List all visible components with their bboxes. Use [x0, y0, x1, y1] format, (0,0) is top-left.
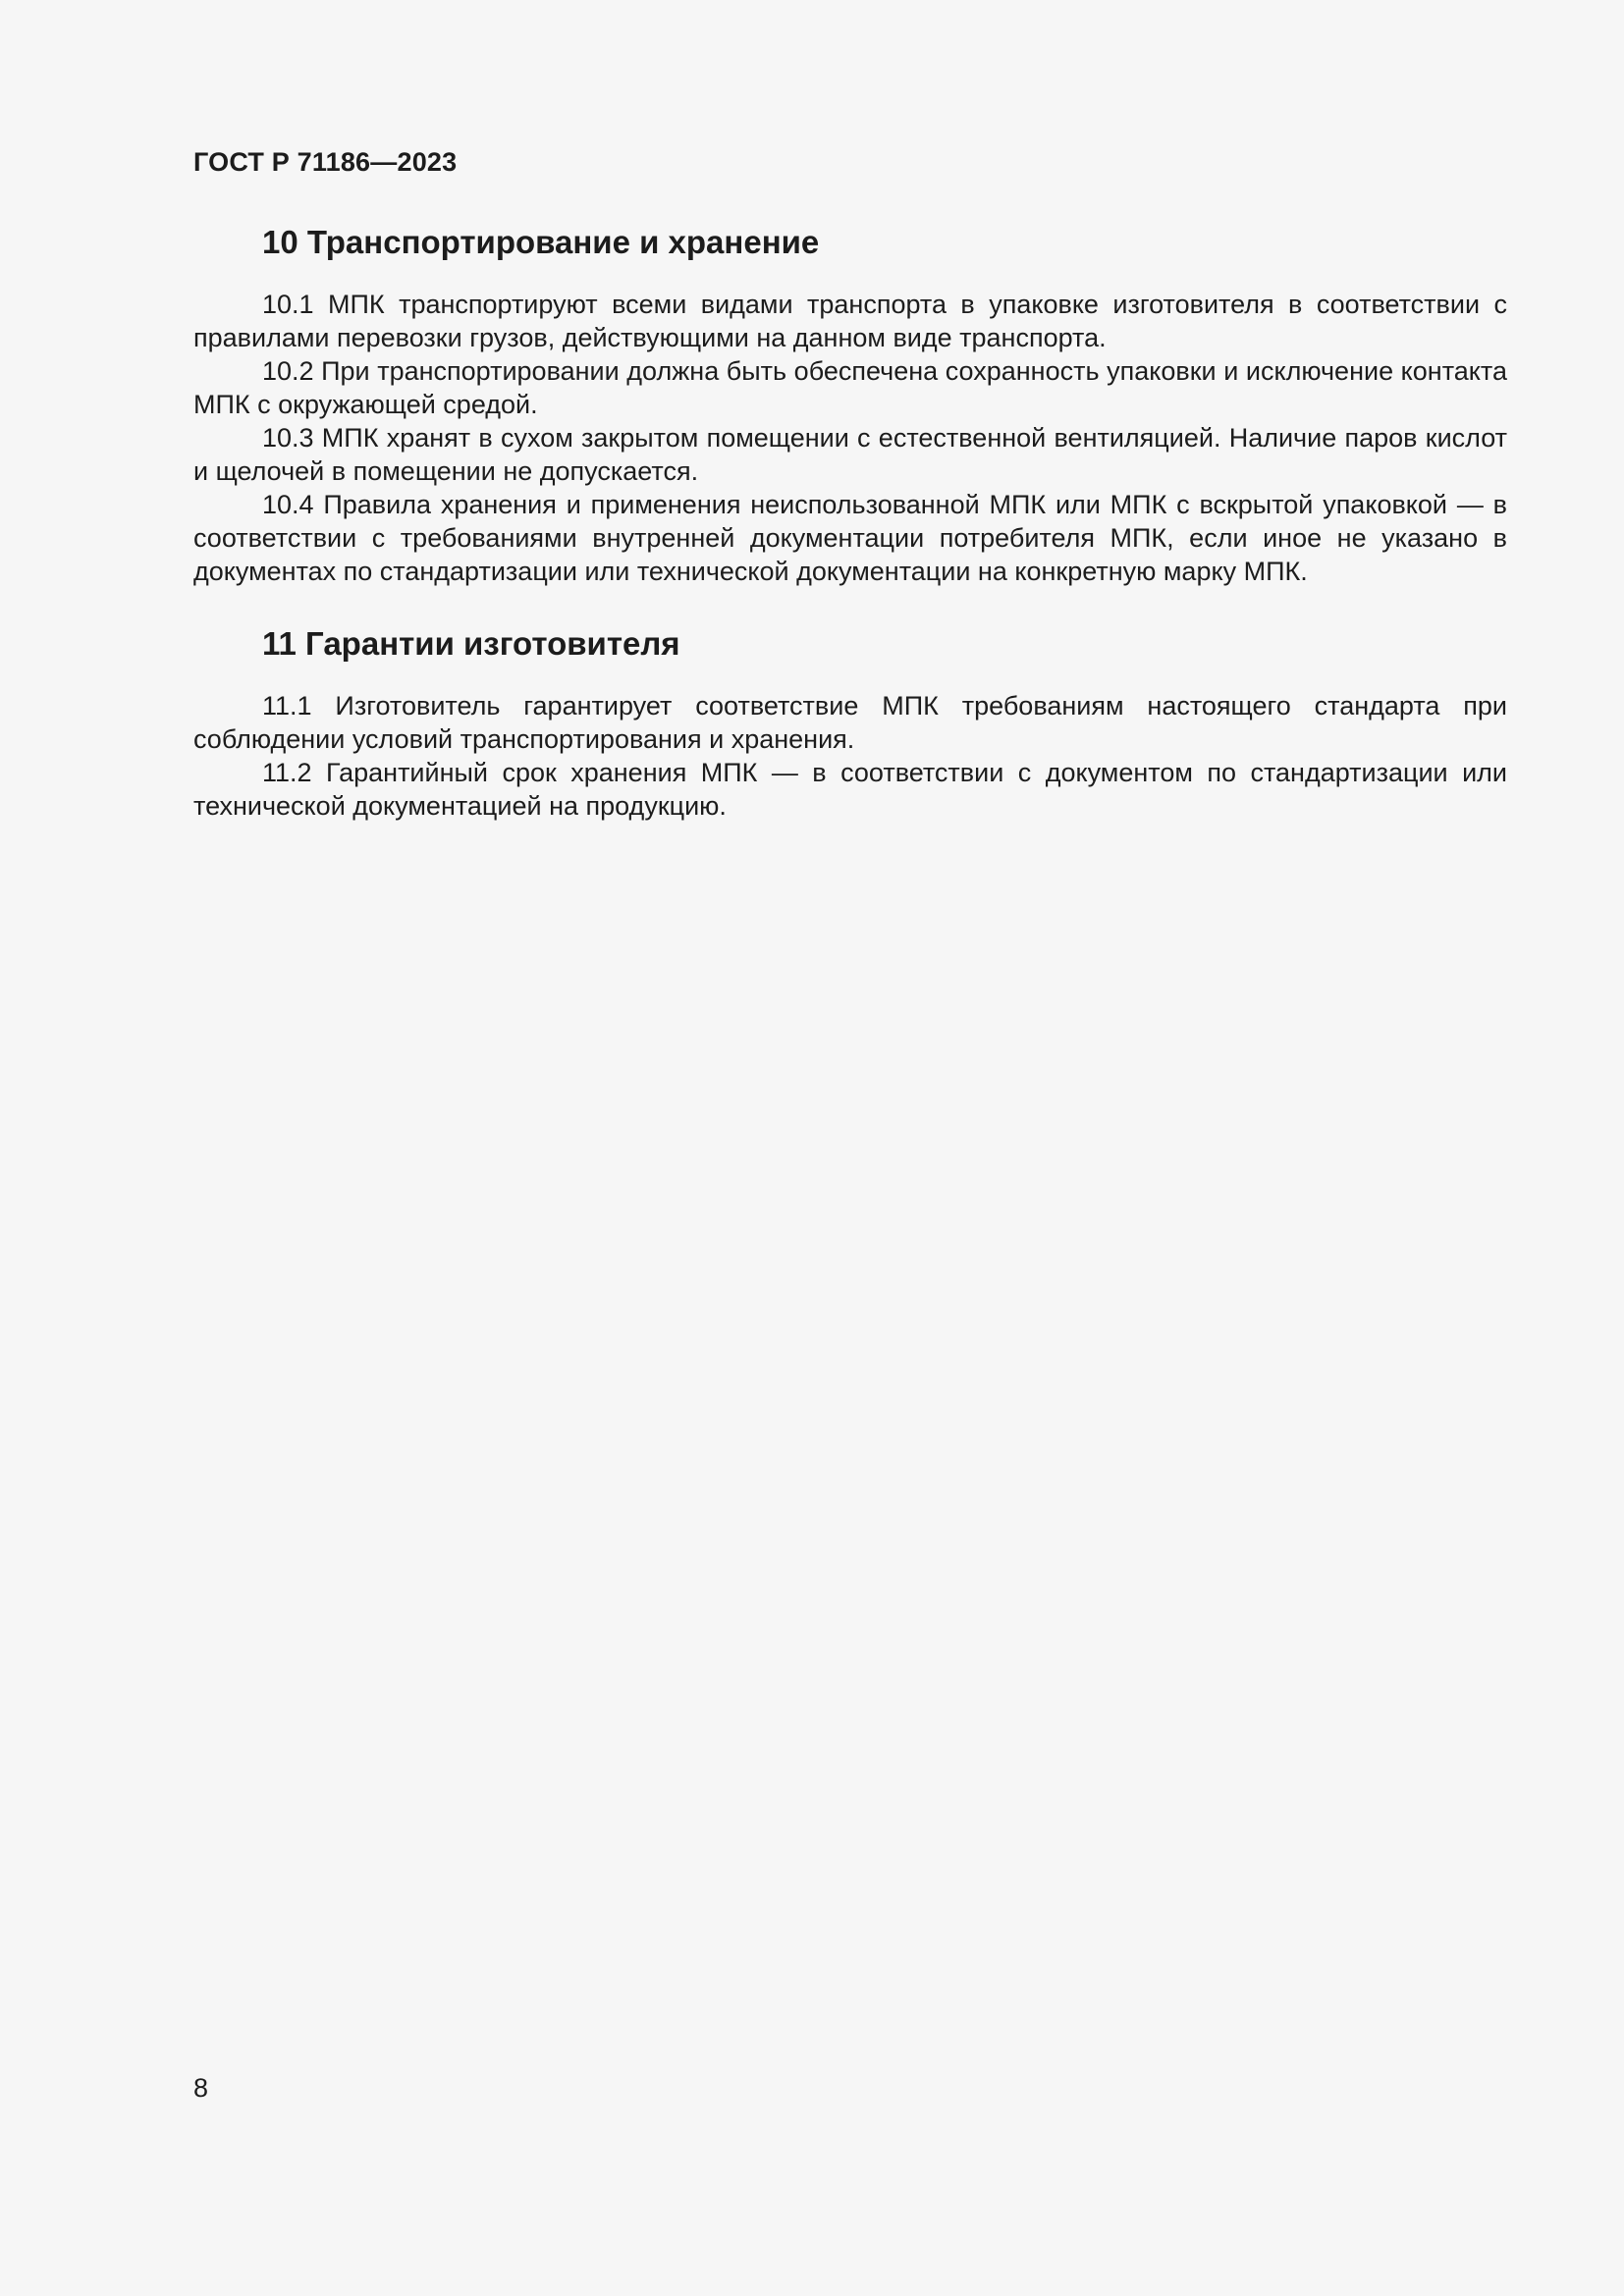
paragraph-10-4: 10.4 Правила хранения и применения неиспользованной МПК или МПК с вскрытой упаковкой — в соответствии с требованиями внутренней документации потребителя МПК, если иное не указано в документах по стандартизации или технической документации на конкретную марку МПК. — [193, 490, 1507, 586]
document-body — [193, 219, 1507, 823]
document-code: ГОСТ Р 71186—2023 — [193, 147, 458, 177]
paragraph-10-3: 10.3 МПК хранят в сухом закрытом помещении с естественной вентиляцией. Наличие паров кислот и щелочей в помещении не допускается. — [193, 423, 1507, 486]
paragraph-11-1: 11.1 Изготовитель гарантирует соответствие МПК требованиям настоящего стандарта при соблюдении условий транспортирования и хранения. — [193, 691, 1507, 754]
section-title: 10 Транспортирование и хранение — [262, 224, 820, 260]
page-number: 8 — [193, 2073, 209, 2103]
section-transport-storage — [193, 219, 1507, 588]
paragraph-10-1: 10.1 МПК транспортируют всеми видами транспорта в упаковке изготовителя в соответствии с правилами перевозки грузов, действующими на данном виде транспорта. — [193, 290, 1507, 352]
section-manufacturer-warranty — [193, 620, 1507, 823]
paragraph-11-2: 11.2 Гарантийный срок хранения МПК — в соответствии с документом по стандартизации или технической документацией на продукцию. — [193, 758, 1507, 821]
paragraph-10-2: 10.2 При транспортировании должна быть обеспечена сохранность упаковки и исключение контакта МПК с окружающей средой. — [193, 356, 1507, 419]
section-title: 11 Гарантии изготовителя — [262, 625, 680, 662]
